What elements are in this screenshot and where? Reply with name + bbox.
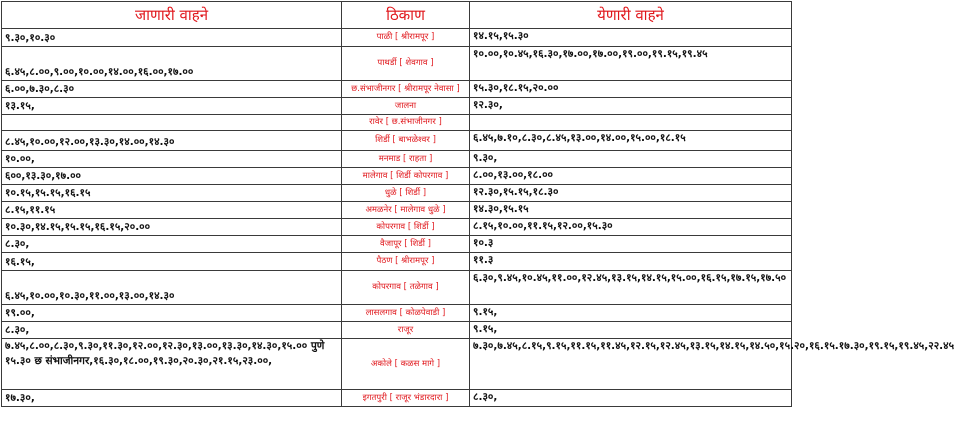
arriving-times: १०.००,१०.४५,१६.३०,१७.००,१७.००,१९.००,१९.१५,१९.४५ xyxy=(470,47,792,81)
header-row xyxy=(2,2,792,29)
place-name: छ.संभाजीनगर [ श्रीरामपूर नेवासा ] xyxy=(342,81,470,98)
arriving-times: १४.३०,१५.१५ xyxy=(470,202,792,219)
arriving-times: ८.००,१३.००,१८.०० xyxy=(470,168,792,185)
place-name: अकोले [ कळस मागे ] xyxy=(342,339,470,390)
place-name: वैजापूर [ शिर्डी ] xyxy=(342,236,470,253)
table-row xyxy=(2,98,792,115)
departing-times: ८.३०, xyxy=(2,322,342,339)
departing-times: ८.३०, xyxy=(2,236,342,253)
place-name: कोपरगाव [ तळेगाव ] xyxy=(342,271,470,305)
departing-times: ८.१५,११.१५ xyxy=(2,202,342,219)
departing-times: १३.१५, xyxy=(2,98,342,115)
departing-header: जाणारी वाहने xyxy=(2,2,342,29)
arriving-header: येणारी वाहने xyxy=(470,2,792,29)
departing-times: ६००,१३.३०,१७.०० xyxy=(2,168,342,185)
arriving-times: ९.१५, xyxy=(470,322,792,339)
arriving-times xyxy=(470,115,792,131)
departing-times xyxy=(2,115,342,131)
table-row xyxy=(2,390,792,407)
place-name: कोपरगाव [ शिर्डी ] xyxy=(342,219,470,236)
arriving-times: ७.३०,७.४५,८.१५,९.१५,११.१५,११.४५,१२.१५,१२.४५,१३.१५,१४.१५,१४.५०,१५.२०,१६.१५.१७.३०,१९.१५,१९.४५,२२.४५ xyxy=(470,339,792,390)
departing-times: १०.१५,१५.१५,१६.१५ xyxy=(2,185,342,202)
place-name: अमळनेर [ मालेगाव धुळे ] xyxy=(342,202,470,219)
arriving-times: ६.३०,९.४५,१०.४५,११.००,१२.४५,१३.१५,१४.१५,१५.००,१६.१५,१७.१५,१७.५० xyxy=(470,271,792,305)
table-row xyxy=(2,322,792,339)
arriving-times: १२.३०,१५.१५,१८.३० xyxy=(470,185,792,202)
departing-times: १७.३०, xyxy=(2,390,342,407)
table-row xyxy=(2,305,792,322)
table-row xyxy=(2,339,792,390)
place-name: मनमाड [ राहता ] xyxy=(342,151,470,168)
table-row xyxy=(2,271,792,305)
arriving-times: ११.३ xyxy=(470,253,792,271)
departing-times: १६.१५, xyxy=(2,253,342,271)
table-row xyxy=(2,81,792,98)
departing-times: ६.००,७.३०,८.३० xyxy=(2,81,342,98)
table-row xyxy=(2,29,792,47)
arriving-times: १२.३०, xyxy=(470,98,792,115)
place-name: शिर्डी [ बाभळेश्वर ] xyxy=(342,131,470,151)
departing-times: ६.४५,८.००,९.००,१०.००,१४.००,१६.००,१७.०० xyxy=(2,47,342,81)
table-row xyxy=(2,202,792,219)
place-name: पैठण [ श्रीरामपूर ] xyxy=(342,253,470,271)
table-row xyxy=(2,131,792,151)
place-name: जालना xyxy=(342,98,470,115)
departing-times: १०.००, xyxy=(2,151,342,168)
place-name: मालेगाव [ शिर्डी कोपरगाव ] xyxy=(342,168,470,185)
table-row xyxy=(2,115,792,131)
arriving-times: १५.३०,१८.१५,२०.०० xyxy=(470,81,792,98)
table-row xyxy=(2,253,792,271)
place-name: राजूर xyxy=(342,322,470,339)
departing-times: ६.४५,१०.००,१०.३०,११.००,१३.००,१४.३० xyxy=(2,271,342,305)
arriving-times: ६.४५,७.१०,८.३०,८.४५,१३.००,१४.००,१५.००,१८.१५ xyxy=(470,131,792,151)
table-row xyxy=(2,151,792,168)
departing-times: १०.३०,१४.१५,१५.१५,१६.१५,२०.०० xyxy=(2,219,342,236)
arriving-times: १०.३ xyxy=(470,236,792,253)
place-name: इगतपुरी [ राजूर भंडारदारा ] xyxy=(342,390,470,407)
arriving-times: ८.१५,१०.००,११.१५,१२.००,१५.३० xyxy=(470,219,792,236)
place-name: पाळी [ श्रीरामपूर ] xyxy=(342,29,470,47)
departing-times: ८.४५,१०.००,१२.००,१३.३०,१४.००,१४.३० xyxy=(2,131,342,151)
place-name: पाथर्डी [ शेवगाव ] xyxy=(342,47,470,81)
departing-times: ७.४५,८.००,८.३०,९.३०,११.३०,१२.००,१२.३०,१३.००,१३.३०,१४.३०,१५.०० पुणे १५.३० छ संभाजीनगर,१६.३०,१८.००,१९.३०,२०.३०,२१.१५,२३.००, xyxy=(2,339,342,390)
table-row xyxy=(2,47,792,81)
place-name: लासलगाव [ कोळपेवाडी ] xyxy=(342,305,470,322)
bus-timetable xyxy=(1,1,954,407)
arriving-times: ९.१५, xyxy=(470,305,792,322)
table-row xyxy=(2,185,792,202)
departing-times: १९.००, xyxy=(2,305,342,322)
arriving-times: १४.१५,१५.३० xyxy=(470,29,792,47)
table-row xyxy=(2,219,792,236)
place-header: ठिकाण xyxy=(342,2,470,29)
departing-times: ९.३०,१०.३० xyxy=(2,29,342,47)
place-name: धुळे [ शिर्डी ] xyxy=(342,185,470,202)
place-name: रावेर [ छ.संभाजीनगर ] xyxy=(342,115,470,131)
table-row xyxy=(2,236,792,253)
arriving-times: ८.३०, xyxy=(470,390,792,407)
table-row xyxy=(2,168,792,185)
arriving-times: ९.३०, xyxy=(470,151,792,168)
